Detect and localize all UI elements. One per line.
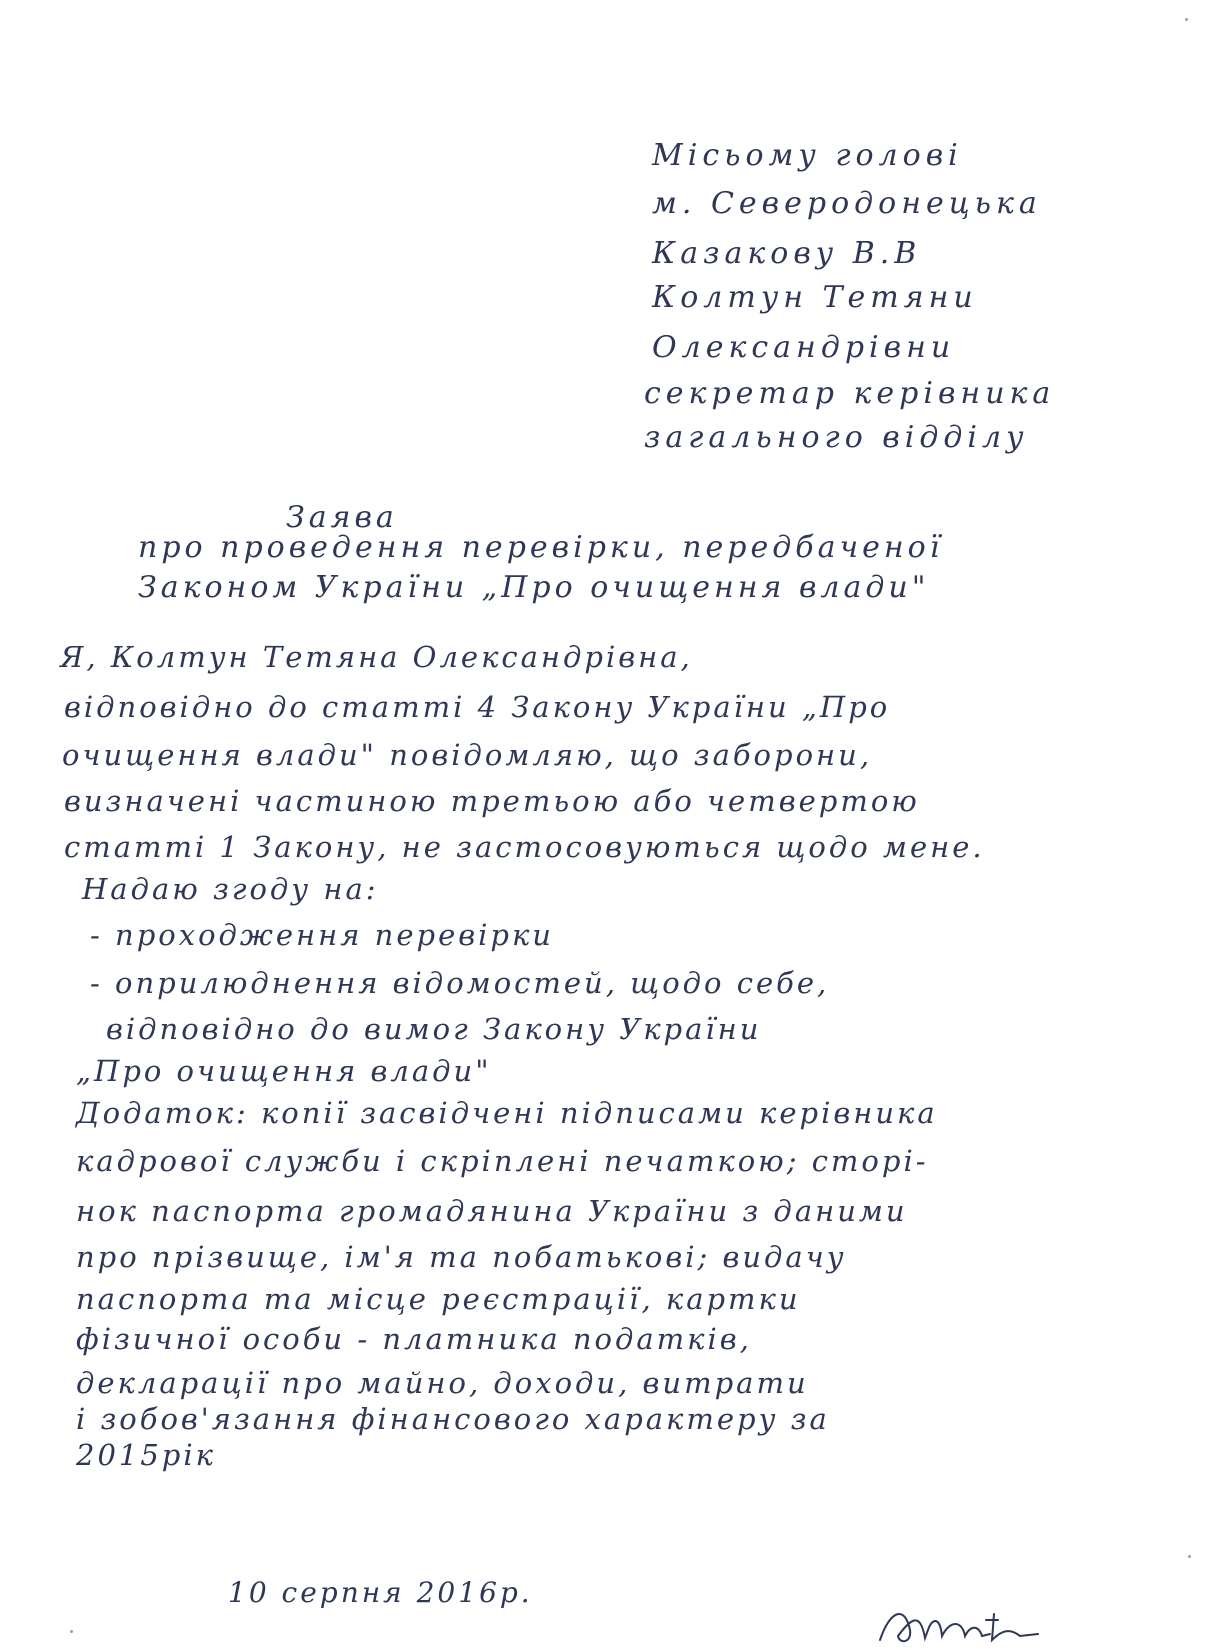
addressee-line-1: Місьому голові bbox=[652, 138, 963, 173]
body-line-4: визначені частиною третьою або четвертою bbox=[64, 784, 920, 818]
body-line-17: декларації про майно, доходи, витрати bbox=[76, 1366, 809, 1400]
addressee-line-7: загального відділу bbox=[644, 420, 1029, 455]
body-line-15: паспорта та місце реєстрації, картки bbox=[76, 1282, 801, 1316]
body-line-11: Додаток: копії засвідчені підписами керівника bbox=[76, 1096, 938, 1130]
body-line-12: кадрової служби і скріплені печаткою; сторі- bbox=[76, 1144, 929, 1178]
scan-speck bbox=[1188, 1555, 1191, 1558]
body-line-5: статті 1 Закону, не застосовуються щодо мене. bbox=[64, 830, 985, 864]
body-line-8: - оприлюднення відомостей, щодо себе, bbox=[90, 966, 830, 1000]
addressee-line-6: секретар керівника bbox=[644, 376, 1056, 411]
body-line-9: відповідно до вимог Закону України bbox=[106, 1012, 762, 1046]
addressee-line-3: Казакову В.В bbox=[652, 236, 922, 271]
body-line-14: про прізвище, ім'я та побатькові; видачу bbox=[76, 1240, 847, 1274]
addressee-line-2: м. Северодонецька bbox=[652, 186, 1042, 221]
body-line-1: Я, Колтун Тетяна Олександрівна, bbox=[60, 640, 693, 674]
addressee-line-5: Олександрівни bbox=[652, 330, 956, 365]
document-subtitle-line-1: про проведення перевірки, передбаченої bbox=[138, 530, 944, 565]
body-line-16: фізичної особи - платника податків, bbox=[76, 1322, 752, 1356]
body-line-10: „Про очищення влади" bbox=[76, 1054, 492, 1088]
signature-image bbox=[870, 1600, 1050, 1650]
body-line-7: - проходження перевірки bbox=[90, 918, 554, 952]
scan-speck bbox=[70, 1630, 73, 1633]
body-line-13: нок паспорта громадянина України з даними bbox=[76, 1194, 908, 1228]
scan-speck bbox=[1185, 18, 1188, 21]
body-line-6: Надаю згоду на: bbox=[82, 872, 379, 906]
body-line-2: відповідно до статті 4 Закону України „Про bbox=[64, 690, 891, 724]
body-line-18: і зобов'язання фінансового характеру за bbox=[76, 1402, 830, 1436]
body-line-3: очищення влади" повідомляю, що заборони, bbox=[62, 738, 873, 772]
document-subtitle-line-2: Законом України „Про очищення влади" bbox=[138, 570, 930, 605]
document-title: Заява bbox=[286, 500, 398, 535]
document-date: 10 серпня 2016р. bbox=[228, 1576, 533, 1609]
addressee-line-4: Колтун Тетяни bbox=[652, 280, 978, 315]
body-line-19: 2015рік bbox=[76, 1438, 216, 1472]
